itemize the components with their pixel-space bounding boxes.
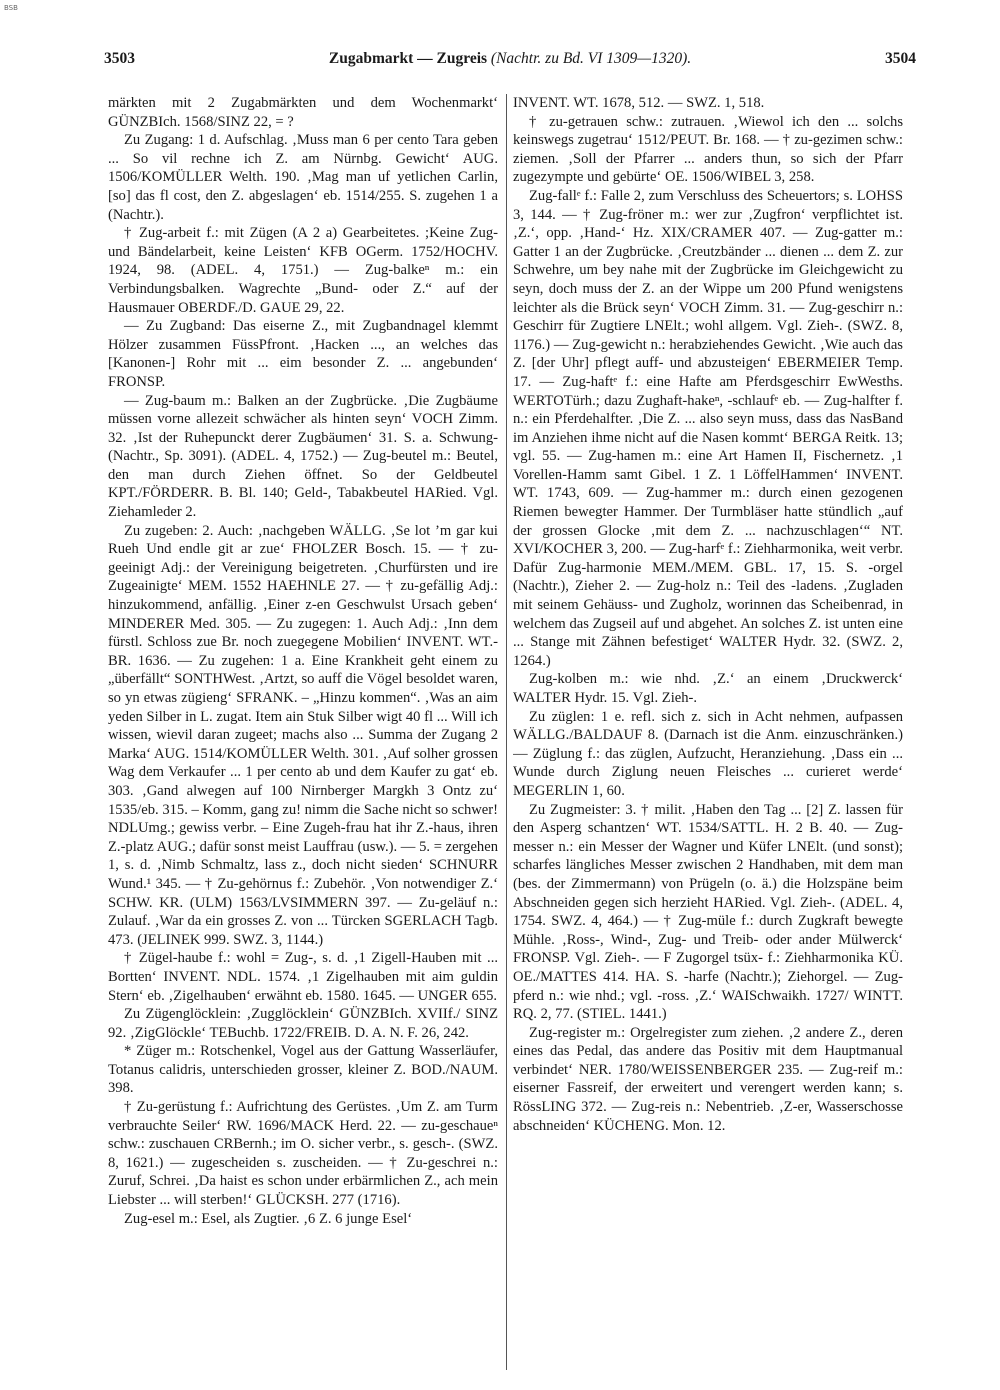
paragraph: Zug-fallᵉ f.: Falle 2, zum Verschluss des Scheuertors; s. LOHSS 3, 144. — † Zug-fröner m.: wer zur ‚Zugfron‘ verpflichtet ist. ‚Z.‘, opp. ‚Hand-‘ Hz. XIX/CRAMER 407. — Zug-gatter m.: Gatter 1 an der Zugbrücke. ‚Creutzbänder ... dienen ... dem Z. zur Schwehre, um bey nahe mit der Zugbrücke im Gleichgewicht zu seyn, doch muss der Z. an der Wippe um 200 Pfund wenigstens leichter als die Brück seyn‘ VOCH Zimm. 31. — Zug-geschirr n.: Geschirr für Zugtiere LNElt.; wohl allgem. Vgl. Zieh-. (SWZ. 8, 1176.) — Zug-gewicht n.: herabziehendes Gewicht. ‚Wie auch das Z. [der Uhr] pflegt auff- und abzusteigen‘ EBERMEIER Temp. 17. — Zug-haftᵉ f.: eine Hafte am Pferdsgeschirr EwWesths. WERTOTürh.; dazu Zughaft-hakeⁿ, -schlaufᵉ eb. — Zug-halfter f. n.: ein Pferdehalfter. ‚Die Z. ... also seyn muss, dass das NasBand im Anziehen ihme nicht auf die Nasen kommt‘ BERGA Reitk. 13; vgl. 55. — Zug-hamen m.: eine Art Hamen II, Fischernetz. ‚1 Vorellen-Hamm samt Gibel. 1 Z. 1 LöffelHammen‘ INVENT. WT. 1743, 609. — Zug-hammer m.: durch einen gezogenen Riemen bewegter Hammer. Der Turmbläser hatte stündlich „auf der grossen Glocke ‚mit dem Z. ... nachzuschlagen‘“ NT. XVI/KOCHER 3, 200. — Zug-harfᵉ f.: Ziehharmonika, weit verbr. Dafür Zug-harmonie MEM./MEM. GBL. 17, 15. S. -orgel (Nachtr.), Zieher 2. — Zug-holz n.: Teil des -ladens. ‚Zugladen mit seinem Gehäuss- und Zugholz, worinnen das Scheibenrad, in welchem das Zugseil auf und abgehet. An solches Z. ist unten eine ... Stange mit Zähnen befestiget‘ WALTER Hydr. 32. (SWZ. 2, 1264.) — [513, 187, 903, 669]
running-title-reference: (Nachtr. zu Bd. VI 1309—1320). — [490, 50, 692, 67]
paragraph: — Zu Zugband: Das eiserne Z., mit Zugbandnagel klemmt Hölzer zusammen FüssPfront. ‚Hacken ..., an welches das [Kanonen-] Rohr mit ... eim besonder Z. ... angebunden‘ FRONSP. — [108, 318, 498, 390]
left-column — [108, 94, 498, 1370]
paragraph: † zu-getrauen schw.: zutrauen. ‚Wiewol ich den ... solchs keinswegs zugetrau‘ 1512/PEUT. Br. 168. — † zu-gezimen schw.: ziemen. ‚Soll der Pfarrer ... anders thun, so sich der Pfarr zugezympte und gebürte‘ OE. 1506/WIBEL 3, 258. — [513, 113, 903, 186]
paragraph: † Zügel-haube f.: wohl = Zug-, s. d. ‚1 Zigell-Hauben mit ... Bortten‘ INVENT. NDL. 1574. ‚1 Zigelhauben mit aim guldin Stern‘ eb. ‚Zigelhauben‘ erwähnt eb. 1580. 1645. — UNGER 655. — [108, 950, 498, 1004]
paragraph: Zug-esel m.: Esel, als Zugtier. ‚6 Z. 6 junge Esel‘ — [124, 1210, 413, 1227]
paragraph: Zu Zugmeister: 3. † milit. ‚Haben den Tag ... [2] Z. lassen für den Asperg schantzen‘ WT. 1534/SATTL. H. 2 B. 40. — Zug-messer n.: ein Messer der Wagner und Küfer LNElt. (und sonst); scharfes längliches Messer zwischen 2 Handhaben, mit dem man (bes. der Zimmermann) von Prügeln (o. ä.) die Holzspäne beim Abschneiden gegen sich herzieht HARied. Vgl. Zieh-. (ADEL. 4, 1754. SWZ. 4, 464.) — † Zug-müle f.: durch Zugkraft bewegte Mühle. ‚Ross-, Wind-, Zug- und Treib- oder ander Mülwerck‘ FRONSP. Vgl. Zieh-. — F Zugorgel tsüx- f.: Ziehharmonika KÜ. OE./MATTES 414. HA. S. -harfe (Nachtr.); Ziehorgel. — Zug-pferd n.: wie nhd.; vgl. -ross. ‚Z.‘ WAISchwaikh. 1727/ WINTT. RQ. 2, 77. (STIEL. 1441.) — [513, 801, 903, 1023]
library-watermark: BSB — [4, 4, 18, 12]
page-number-right: 3504 — [885, 50, 916, 67]
paragraph: Zug-kolben m.: wie nhd. ‚Z.‘ an einem ‚Druckwerck‘ WALTER Hydr. 15. Vgl. Zieh-. — [513, 671, 903, 706]
column-divider — [506, 94, 507, 1370]
paragraph: Zu Zugang: 1 d. Aufschlag. ‚Muss man 6 per cento Tara geben ... So vil rechne ich Z. am Nürnbg. Gewicht‘ AUG. 1506/KOMÜLLER Welth. 190. ‚Mag man uf yetlichen Carlin, [so] das fl cost, den Z. abgeslagen‘ eb. 1514/255. S. zugehen 1 a (Nachtr.). — [108, 132, 498, 223]
paragraph: * Züger m.: Rotschenkel, Vogel aus der Gattung Wasserläufer, Totanus calidris, unterschieden grosser, kleiner Z. BOD./NAUM. 398. — [108, 1043, 498, 1097]
paragraph: Zu Zügenglöcklein: ‚Zugglöcklein‘ GÜNZBIch. XVIIf./ SINZ 92. ‚ZigGlöckle‘ TEBuchb. 1722/FREIB. D. A. N. F. 26, 242. — [108, 1006, 498, 1041]
paragraph: Zu züglen: 1 e. refl. sich z. sich in Acht nehmen, aufpassen WÄLLG./BALDAUF 8. (Darnach ist die Anm. einzuschränken.) — Züglung f.: das züglen, Aufzucht, Heranziehung. ‚Dass ein ... Wunde durch Ziglung neuen Fleisches ... curieret werde‘ MEGERLIN 1, 60. — [513, 708, 903, 799]
page-number-left: 3503 — [104, 50, 135, 67]
paragraph: — Zug-baum m.: Balken an der Zugbrücke. ‚Die Zugbäume müssen vorne allezeit schwächer als hinten seyn‘ VOCH Zimm. 32. ‚Ist der Ruhepunckt derer Zugbäumen‘ 31. S. a. Schwung- (Nachtr., Sp. 3091). (ADEL. 4, 1752.) — Zug-beutel m.: Beutel, den man durch Ziehen öffnet. So der Geldbeutel KPT./FÖRDERR. B. Bl. 140; Geld-, Tabakbeutel HARied. Vgl. Ziehamleder 2. — [108, 392, 498, 521]
running-title — [104, 50, 916, 68]
page-header — [104, 50, 916, 76]
paragraph: Zug-register m.: Orgelregister zum ziehen. ‚2 andere Z., deren eines das Pedal, das andere das Positiv mit dem Hauptmanual verbindet‘ NER. 1780/WEISSENBERGER 235. — Zug-reif m.: eiserner Fassreif, der erweitert und verengert werden kann; s. RössLING 372. — Zug-reis n.: Nebentrieb. ‚Z-er, Wasserschosse abschneiden‘ KÜCHENG. Mon. 12. — [513, 1024, 903, 1134]
paragraph: † Zug-arbeit f.: mit Zügen (A 2 a) Gearbeitetes. ;Keine Zug- und Bändelarbeit, keine Leisten‘ KFB OGerm. 1752/HOCHV. 1924, 98. (ADEL. 4, 1751.) — Zug-balkeⁿ m.: ein Verbindungsbalken. Wagrechte „Bund- oder Z.“ auf der Hausmauer OBERDF./D. GAUE 29, 22. — [108, 225, 498, 316]
running-title-keywords: Zugabmarkt — Zugreis — [328, 50, 488, 67]
paragraph: INVENT. WT. 1678, 512. — SWZ. 1, 518. — [513, 95, 765, 111]
right-column — [513, 94, 903, 1370]
paragraph: märkten mit 2 Zugabmärkten und dem Wochenmarkt‘ GÜNZBIch. 1568/SINZ 22, = ? — [108, 95, 498, 130]
paragraph: † Zu-gerüstung f.: Aufrichtung des Gerüstes. ‚Um Z. am Turm verbrauchte Seiler‘ RW. 1696/MACK Herd. 22. — zu-geschaueⁿ schw.: zuschauen CRBernh.; im O. sicher verbr., s. gesch-. (SWZ. 8, 1621.) — zugescheiden s. zuscheiden. — † Zu-geschrei n.: Zuruf, Schrei. ‚Da haist es schon under erbärmlichen Z., ach mein Liebster ... will sterben!‘ GLÜCKSH. 277 (1716). — [108, 1099, 498, 1209]
paragraph: Zu zugeben: 2. Auch: ‚nachgeben WÄLLG. ‚Se lot ’m gar kui Rueh Und endle git ar zue‘ FHOLZER Bosch. 15. — † zu-geeinigt Adj.: der Vereinigung beigetreten. ‚Churfürsten und ire Zugeainigte‘ MEM. 1552 HAEHNLE 27. — † zu-gefällig Adj.: hinzukommend, anfällig. ‚Einer z-en Geschwulst Ursach geben‘ MINDERER Med. 305. — Zu zugegen: 1. Auch Adj.: ‚Inn dem fürstl. Schloss zue Br. noch zuegegene Mobilien‘ INVENT. WT.-BR. 1636. — Zu zugehen: 1 a. Eine Krankheit geht einem zu „überfällt“ SONTHWest. ‚Artzt, so auff die Vögel besoldet waren, so yn etwas zügieng‘ SFRANK. – „Hinzu kommen“. ‚Was an aim yeden Silber in L. zugat. Item ain Stuk Silber wigt 40 fl ... Will ich wissen, wievil daran zugeet; machs also ... Summa der Zugang 2 Marka‘ AUG. 1514/KOMÜLLER Welth. 301. ‚Auf solher grossen Wag dem Verkaufer ... 1 per cento ab und dem Kaufer zu gat‘ eb. 303. ‚Gand alwegen auf 100 Nirnberger Margkh 3 Ontz zu‘ 1535/eb. 315. – Komm, gang zu! nimm die Sache nicht so schwer! NDLUmg.; gewiss verbr. – Eine Zugeh-frau hat ihr Z.-haus, ihren Z.-platz AUG.; dafür sonst meist Lauffrau (usw.). — 5. = zergehen 1, s. d. ‚Nimb Schmaltz, lass z., doch nicht sieden‘ SCHNURR Wund.¹ 345. — † Zu-gehörnus f.: Zubehör. ‚Von notwendiger Z.‘ SCHW. KR. (ULM) 1563/LVSIMMERN 397. — Zu-geläuf n.: Zulauf. ‚War da ein grosses Z. von ... Türcken SGERLACH Tagb. 473. (JELINEK 999. SWZ. 3, 1144.) — [108, 522, 498, 948]
